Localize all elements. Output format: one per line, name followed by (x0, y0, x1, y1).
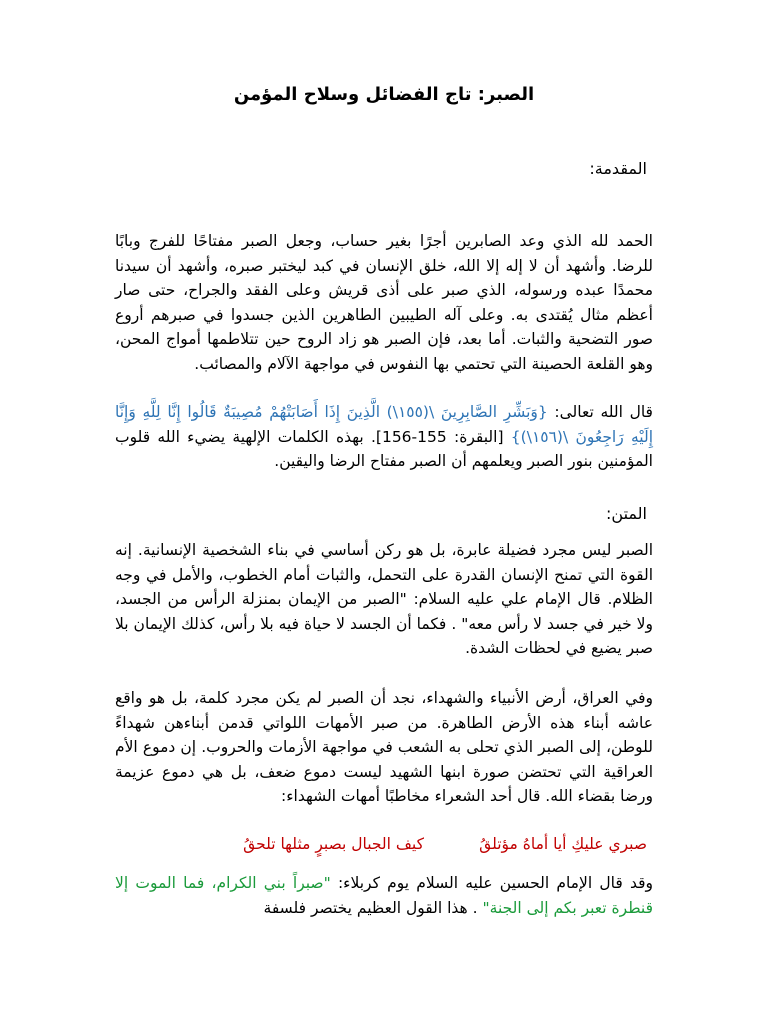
husayn-paragraph (115, 871, 653, 920)
poem-hemistich-1: صبري عليكِ أيا أماهُ مؤتلقُ (479, 835, 647, 853)
body-paragraph-1 (115, 538, 653, 661)
body-paragraph-2: وفي العراق، أرض الأنبياء والشهداء، نجد أن الصبر لم يكن مجرد كلمة، بل هو واقع عاشه أبناء هذه الأرض الطاهرة. من صبر الأمهات اللواتي قدمن أبناءهن شهداءً للوطن، إلى الصبر الذي تحلى به الشعب في مواجهة الأزمات والحروب. إن دموع الأم العراقية التي تحتضن صورة ابنها الشهيد ليست دموع ضعف، بل هي دموع عزيمة ورضا بقضاء الله. قال أحد الشعراء مخاطبًا أمهات الشهداء: (115, 689, 653, 806)
husayn-lead: وقد قال الإمام الحسين عليه السلام يوم كربلاء: (330, 874, 653, 892)
quran-paragraph (115, 400, 653, 474)
husayn-quote: "صبراً بني الكرام، فما الموت إلا قنطرة تعبر بكم إلى الجنة" (115, 874, 653, 917)
quran-verse: {وَبَشِّرِ الصَّابِرِينَ \(١٥٥\) الَّذِينَ إِذَا أَصَابَتْهُمْ مُصِيبَةٌ قَالُوا إِنَّا لِلَّهِ وَإِنَّا إِلَيْهِ رَاجِعُونَ \(١٥٦\)} (115, 403, 654, 446)
quran-rest: [البقرة: 155-156]. بهذه الكلمات الإلهية يضيء الله قلوب المؤمنين بنور الصبر ويعلمهم أن الصبر مفتاح الرضا واليقين. (115, 427, 653, 471)
body-paragraph-1-rest: فكما أن الجسد لا حياة فيه بلا رأس، كذلك الإيمان بلا صبر يضيع في لحظات الشدة. (115, 614, 653, 658)
quran-lead: قال الله تعالى: (547, 403, 653, 421)
poem-hemistich-2: كيف الجبال بصبرٍ مثلها تلحقُ (243, 835, 424, 853)
intro-paragraph: الحمد لله الذي وعد الصابرين أجرًا بغير حساب، وجعل الصبر مفتاحًا للفرج وبابًا للرضا. وأشهد أن لا إله إلا الله، خلق الإنسان في كبد ليختبر صبره، وأشهد أن سيدنا محمدًا عبده ورسوله، الذي صبر على أذى قريش وعلى الفقد والجراح، حتى صار أعظم مثال يُقتدى به. وعلى آله الطيبين الطاهرين الذين جسدوا في صبرهم أروع صور التضحية والثبات. أما بعد، فإن الصبر هو زاد الروح حين تتلاطمها أمواج المحن، وهو القلعة الحصينة التي تحتمي بها النفوس في مواجهة الآلام والمصائب. (115, 232, 653, 373)
body-paragraph-1-lead: الصبر ليس مجرد فضيلة عابرة، بل هو ركن أساسي في بناء الشخصية الإنسانية. إنه القوة التي تمنح الإنسان القدرة على التحمل، والثبات أمام الخطوب، والأمل في وجه الظلام. قال الإمام علي عليه السلام: (115, 541, 653, 609)
imam-ali-quote: "الصبر من الإيمان بمنزلة الرأس من الجسد، ولا خير في جسد لا رأس معه" . (115, 590, 653, 633)
husayn-rest: . هذا القول العظيم يختصر فلسفة (263, 898, 483, 917)
body-heading: المتن: (606, 504, 647, 523)
intro-heading: المقدمة: (589, 159, 647, 178)
document-title: الصبر: تاج الفضائل وسلاح المؤمن (233, 84, 535, 105)
poem-verse (107, 835, 647, 859)
